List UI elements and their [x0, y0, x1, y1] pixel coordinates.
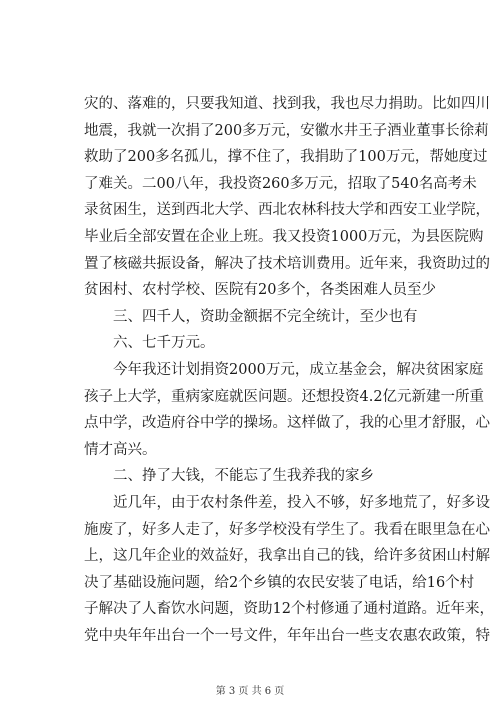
- text-line: 地震，我就一次捐了200多万元，安徽水井王子酒业董事长徐莉: [84, 122, 489, 139]
- text-line: 六、七千万元。: [113, 335, 215, 352]
- text-line: 孩子上大学，重病家庭就医问题。还想投资4.2亿元新建一所重: [84, 388, 485, 405]
- text-line: 子解决了人畜饮水问题，资助12个村修通了通村道路。近年来，: [84, 601, 494, 618]
- text-line: 施废了，好多人走了，好多学校没有学生了。我看在眼里急在心: [84, 521, 490, 538]
- document-body: [84, 91, 494, 649]
- text-line: 情才高兴。: [84, 441, 157, 458]
- text-line: 了难关。二00八年，我投资260多万元，招取了540名高考未: [84, 175, 477, 192]
- text-line: 毕业后全部安置在企业上班。我又投资1000万元，为县医院购: [84, 228, 484, 245]
- text-line: 二、挣了大钱，不能忘了生我养我的家乡: [113, 468, 374, 485]
- text-line: 决了基础设施问题，给2个乡镇的农民安装了电话，给16个村: [84, 574, 475, 591]
- text-line: 救助了200多名孤儿，撑不住了，我捐助了100万元，帮她度过: [84, 149, 488, 166]
- text-line: 置了核磁共振设备，解决了技术培训费用。近年来，我资助过的: [84, 255, 490, 272]
- text-line: 录贫困生，送到西北大学、西北农林科技大学和西安工业学院，: [84, 202, 490, 219]
- text-line: 上，这几年企业的效益好，我拿出自己的钱，给许多贫困山村解: [84, 548, 490, 565]
- page-footer: 第 3 页 共 6 页: [215, 686, 285, 697]
- text-line: 近几年，由于农村条件差，投入不够，好多地荒了，好多设: [113, 494, 490, 511]
- text-line: 灾的、落难的，只要我知道、找到我，我也尽力捐助。比如四川: [84, 96, 490, 112]
- text-line: 党中央年年出台一个一号文件，年年出台一些支农惠农政策，特: [84, 627, 490, 644]
- text-line: 三、四千人，资助金额据不完全统计，至少也有: [113, 308, 418, 325]
- text-line: 贫困村、农村学校、医院有20多个，各类困难人员至少: [84, 282, 436, 299]
- text-line: 今年我还计划捐资2000万元，成立基金会，解决贫困家庭: [113, 361, 484, 378]
- text-line: 点中学，改造府谷中学的操场。这样做了，我的心里才舒服，心: [84, 415, 490, 432]
